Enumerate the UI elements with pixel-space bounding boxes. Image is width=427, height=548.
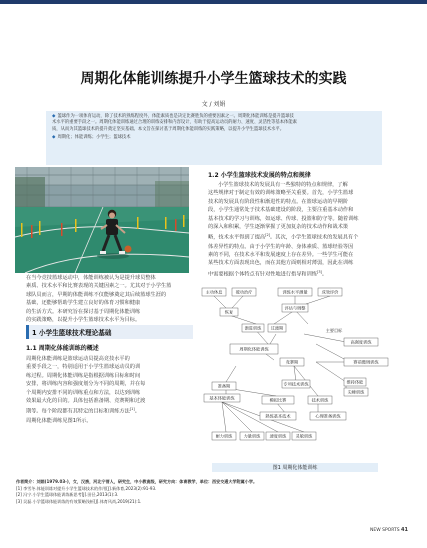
node-label: 渐进训练	[244, 325, 262, 331]
author-line: 文 / 刘娟	[201, 101, 226, 108]
para-line: 重要手段之一，特别适用于小学生篮球运动员的训	[26, 364, 141, 371]
reference-item: [1] 李雪冬.体能训练对提升小学生篮球技术的作用[J].新体育,2023(2):91-93.	[16, 485, 157, 491]
right-para	[208, 181, 396, 279]
citation-sup: [3]	[316, 269, 322, 274]
para-line: 体差异性的特点。由于小学生的年龄、身体素质、篮球经验等因	[208, 243, 354, 250]
node-label: 训练水平测量	[282, 289, 308, 295]
subsection-heading-1-1: 1.1 周期化体能训练的概述	[26, 345, 99, 352]
keywords-line	[52, 135, 376, 141]
left-para	[26, 355, 206, 425]
node-label: 高强度训练	[350, 339, 372, 345]
keywords-text: 周期化；体能训练；小学生；篮球技术	[57, 135, 131, 141]
para-line: 练过程。周期化体能训练是指根据训练目标和时间	[26, 372, 141, 379]
para-line: 的深入和积累，学生逐渐掌握了更加复杂的技术动作和战术策	[208, 224, 349, 231]
citation-sup: [1]	[129, 407, 135, 412]
para-line: 周期化体能训练见图1所示。	[26, 417, 92, 424]
para-text: 其次，小学生篮球技术的发展具有个	[275, 235, 359, 242]
node-label: 周期化体能训练	[239, 346, 269, 352]
reference-item: [3] 吴磊.小学篮球体能训练的有效策略浅析[J].体育风尚,2019(21):1.	[16, 498, 142, 504]
abstract-line-2: 术水平的重要手段之一。周期化体能训练通过合理的训练安排和内容设计，有助于提高运动员的耐力、速度、灵活性等基本体能素	[52, 120, 297, 126]
basketball-photo	[15, 167, 189, 273]
intro-line: 基础，还能够帮助学生建立良好的体育习惯和健康	[26, 300, 141, 307]
para-line: 基本技术的学习与训练，如运球、传球、投篮和防守等。随着训练	[208, 215, 359, 222]
para-text: 期等。每个阶段都有其特定的目标和训练方法	[26, 409, 130, 416]
magazine-brand: NEW SPORTS	[370, 528, 400, 533]
top-bar	[0, 0, 427, 4]
diamond-icon: ◆	[52, 114, 56, 119]
para-line: 个周期内安排不同的训练重点和方法，以达到训练	[26, 389, 141, 396]
references	[16, 479, 392, 505]
node-label: 技术训练	[311, 397, 329, 403]
intro-line: 素质、技术水平和比赛表现的关键因素之一。尤其对于小学生篮	[26, 283, 172, 290]
reference-item: [2] 冯宁.小学生篮球体能训练新思考[J].田径,2013(1):3.	[16, 492, 119, 498]
diamond-icon: ◆	[52, 135, 56, 141]
para-line: 安排，将训练内容和强度划分为不同的周期，并在每	[26, 381, 146, 388]
intro-line: 球队员而言，早期的体能训练不仅能够奠定其后续篮球生涯的	[26, 291, 167, 298]
node-label: 被动治疗	[235, 289, 253, 295]
intro-line: 的实践策略，以提升小学生篮球技术水平为目标。	[26, 317, 141, 324]
node-label: 评估与调整	[284, 305, 306, 311]
para-line: 段，小学生通常处于技术基础建设的阶段，主要注重基本动作和	[208, 207, 354, 214]
node-label: 过渡期	[270, 325, 284, 331]
node-label: 恢复	[224, 309, 234, 315]
para-line: 期等。每个阶段都有其特定的目标和训练方法[1]。	[26, 407, 140, 416]
page-footer	[370, 527, 408, 533]
node-label: 耐力训练	[215, 433, 233, 439]
node-label: 维持体能	[346, 379, 364, 385]
intro-line: 在当今竞技篮球运动中，体能训练被认为是提升球员整体	[26, 275, 156, 281]
node-label: 心理准备训练	[315, 413, 341, 419]
intro-line: 的生活方式。本研究旨在探讨基于周期化体能训练	[26, 308, 141, 315]
abstract-text-1: 篮球作为一项体育运动，除了技术的熟练程度外，体能素质也是决定比赛胜负的重要因素之一。周期化体能训练是提升篮球技	[57, 114, 294, 119]
page-number: 41	[401, 527, 409, 533]
para-text: 中需要根据个体特点有针对性地进行指导和训练	[208, 271, 317, 278]
node-label: 准备期	[217, 383, 231, 389]
author-bio: 作者简介：刘娟(1979.03-)，女，汉族，河北宁晋人，研究生，中小教高级，研究方向：体育教学，单位：西安交通大学附属小学。	[16, 479, 258, 484]
article-title: 周期化体能训练提升小学生篮球技术的实践	[80, 71, 347, 87]
node-label: 速度训练	[269, 433, 287, 439]
para-line: 中需要根据个体特点有针对性地进行指导和训练[3]。	[208, 269, 328, 278]
para-line: 这些规律对于制定有效的训练策略至关重要。首先，小学生篮球	[208, 190, 354, 197]
left-intro	[26, 274, 190, 324]
abstract-box	[46, 111, 382, 165]
node-label: 基本体能训练	[209, 395, 235, 401]
node-label: 专项技术训练	[283, 381, 309, 387]
node-label: 主动休息	[205, 289, 223, 295]
node-label: 模拟比赛	[269, 397, 287, 403]
node-label: 赛前微调训练	[353, 359, 379, 365]
figure-diagram	[196, 282, 396, 464]
figure-caption: 图1 周期化体能训练	[212, 463, 378, 472]
section-heading-1: 1 小学生篮球技术理论基础	[26, 325, 193, 339]
node-label: 尖峰训练	[347, 389, 365, 395]
node-label: 熟练基本技术	[265, 413, 291, 419]
subsection-heading-1-2: 1.2 小学生篮球技术发展的特点和规律	[208, 172, 311, 179]
edge-label: 主要目标	[325, 328, 343, 333]
node-label: 力量训练	[243, 433, 261, 439]
para-line: 略，技术水平得到了提高[2]。其次，小学生篮球技术的发展具有个	[208, 233, 359, 242]
abstract-line-3: 质，从而为其篮球技术的提升奠定坚实基础。本文旨在探讨基于周期化体能训练的实践策略，以提升小学生篮球技术水平。	[52, 126, 285, 132]
para-line: 某些技术方面表现出色，而在其他方面则相对薄弱，因此在训练	[208, 260, 354, 267]
para-line: 小学生篮球技术的发展具有一些独特的特点和规律，了解	[218, 182, 348, 188]
node-label: 成效评价	[321, 289, 339, 295]
para-text: 略，技术水平得到了提高	[208, 235, 266, 242]
para-line: 周期化体能训练是篮球运动员提高竞技水平的	[26, 356, 130, 362]
para-line: 效果最大化的目的。具体包括准备期、竞赛期和过渡	[26, 398, 146, 405]
citation-sup: [2]	[265, 233, 271, 238]
para-line: 素的不同，在技术水平和发展速度上存在差异。一些学生可能在	[208, 251, 354, 258]
node-label: 灵敏训练	[295, 433, 313, 439]
node-label: 竞赛期	[285, 359, 299, 365]
para-line: 技术的发展具有阶段性和渐进性的特点。在篮球运动的早期阶	[208, 198, 349, 205]
